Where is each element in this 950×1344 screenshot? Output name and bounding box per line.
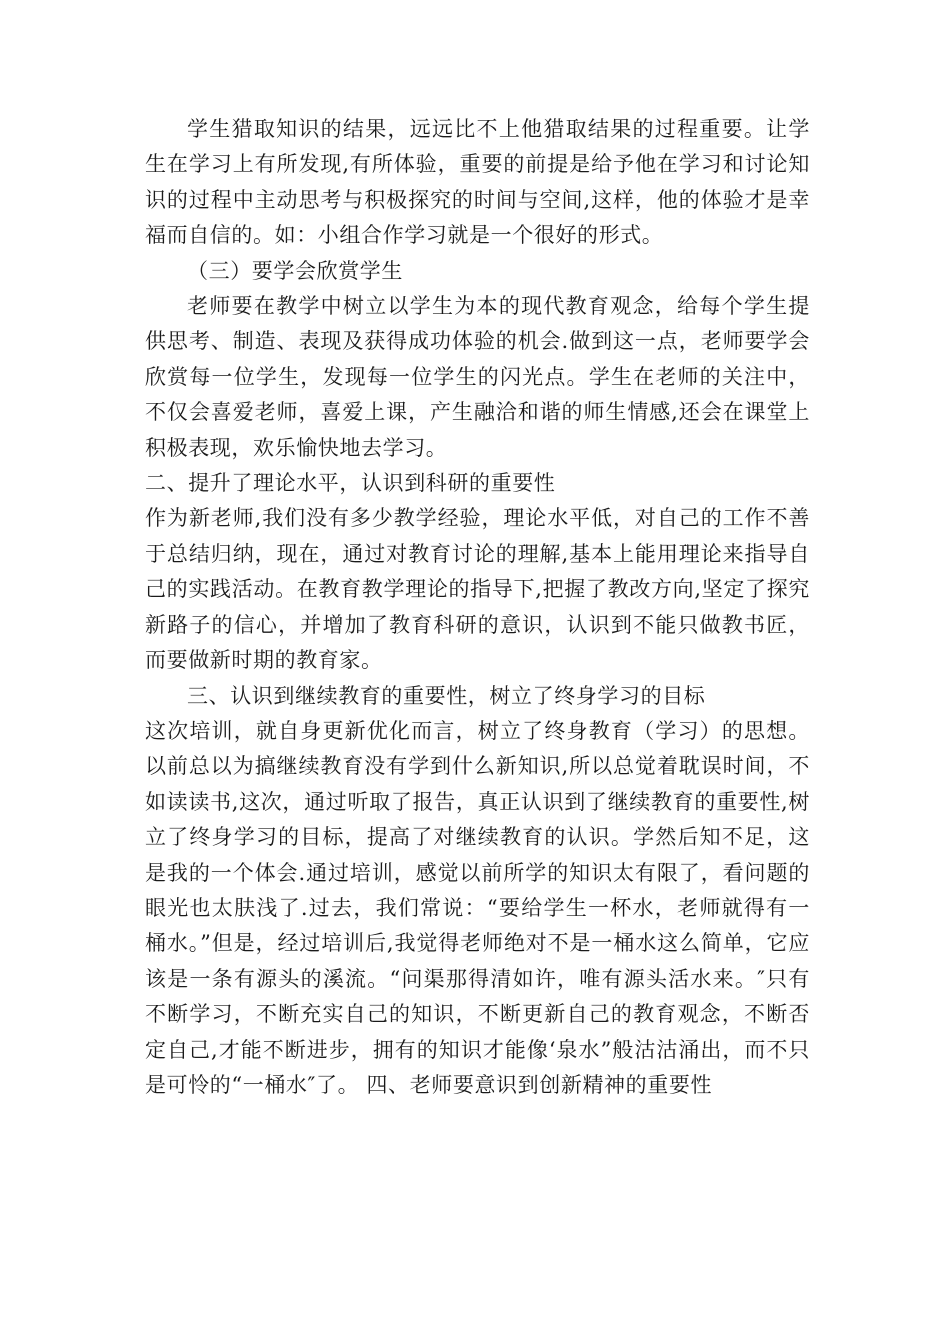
heading-appreciate-students: （三）要学会欣赏学生 (187, 258, 403, 283)
paragraph-continuing-education: 这次培训，就自身更新优化而言，树立了终身教育（学习）的思想。以前总以为搞继续教育没有学到什么新知识,所以总觉着耽误时间，不如读读书,这次，通过听取了报告，真正认识到了继续教育的重要性,树立了终身学习的目标，提高了对继续教育的认识。学然后知不足，这是我的一个体会.通过培训，感觉以前所学的知识太有限了，看问题的眼光也太肤浅了.过去，我们常说：“要给学生一杯水，老师就得有一桶水。”但是，经过培训后,我觉得老师绝对不是一桶水这么简单，它应该是一条有源头的溪流。“问渠那得清如许，唯有源头活水来。″只有不断学习，不断充实自己的知识，不断更新自己的教育观念，不断否定自己,才能不断进步，拥有的知识才能像‘泉水”般沽沽涌出，而不只是可怜的“一桶水″了。 四、老师要意识到创新精神的重要性 (145, 718, 810, 1097)
paragraph-theory-level: 作为新老师,我们没有多少教学经验，理论水平低，对自己的工作不善于总结归纳，现在，通过对教育讨论的理解,基本上能用理论来指导自己的实践活动。在教育教学理论的指导下,把握了教改方向,坚定了探究新路子的信心，并增加了教育科研的意识，认识到不能只做教书匠，而要做新时期的教育家。 (145, 506, 810, 673)
paragraph-learning-process: 学生猎取知识的结果，远远比不上他猎取结果的过程重要。让学生在学习上有所发现,有所体验，重要的前提是给予他在学习和讨论知识的过程中主动思考与积极探究的时间与空间,这样，他的体验才是幸福而自信的。如：小组合作学习就是一个很好的形式。 (145, 117, 810, 248)
heading-theory-level: 二、提升了理论水平，认识到科研的重要性 (145, 471, 556, 496)
heading-continuing-education: 三、认识到继续教育的重要性，树立了终身学习的目标 (187, 683, 706, 708)
document-body (145, 112, 810, 1103)
paragraph-appreciate-students: 老师要在教学中树立以学生为本的现代教育观念，给每个学生提供思考、制造、表现及获得成功体验的机会.做到这一点，老师要学会欣赏每一位学生，发现每一位学生的闪光点。学生在老师的关注中，不仅会喜爱老师，喜爱上课，产生融洽和谐的师生情感,还会在课堂上积极表现，欢乐愉快地去学习。 (145, 294, 810, 460)
